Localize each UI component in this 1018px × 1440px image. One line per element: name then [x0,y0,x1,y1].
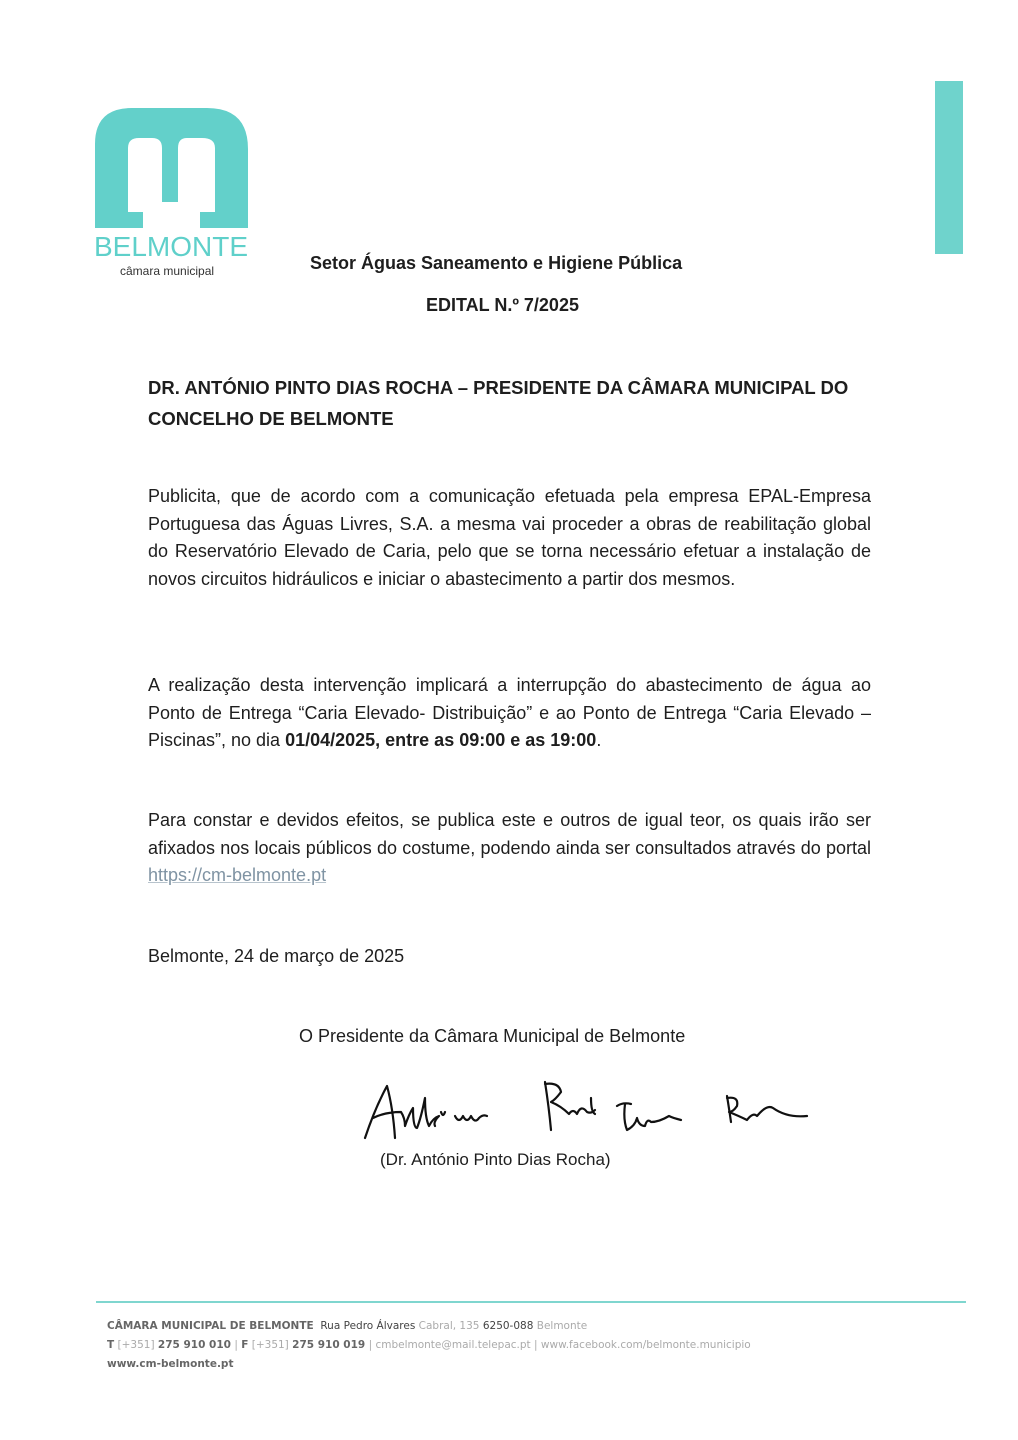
logo-m-icon [92,104,252,229]
edital-number: EDITAL N.º 7/2025 [426,295,579,315]
portal-link[interactable]: https://cm-belmonte.pt [148,865,327,885]
publication-text: Para constar e devidos efeitos, se publica este e outros de igual teor, os quais irão ser afixados nos locais públicos do costume, podendo ainda ser consultados através do portal [148,810,871,858]
tel-prefix: [+351] [117,1339,155,1351]
separator: | [534,1339,538,1351]
date-line: Belmonte, 24 de março de 2025 [148,946,405,966]
footer-city: Belmonte [536,1320,588,1332]
logo-wordmark: BELMONTE [94,231,249,262]
signatory-name: (Dr. António Pinto Dias Rocha) [380,1150,611,1169]
fax-prefix: [+351] [251,1339,289,1351]
closing-title: O Presidente da Câmara Municipal de Belmonte [299,1026,686,1046]
footer-email[interactable]: cmbelmonte@mail.telepac.pt [375,1339,531,1351]
footer-facebook[interactable]: www.facebook.com/belmonte.municipio [540,1339,751,1351]
fax-label: F [241,1339,249,1351]
tel-label: T [107,1339,115,1351]
footer-street: Rua Pedro Álvares [320,1320,416,1332]
paragraph-publication [148,807,871,890]
sector-title: Setor Águas Saneamento e Higiene Pública [310,253,683,273]
footer-contact-line [107,1336,751,1355]
interruption-end: . [596,730,602,750]
handwritten-signature [355,1068,825,1144]
paragraph-interruption [148,672,871,755]
decorative-side-bar [935,81,963,254]
logo-subtitle: câmara municipal [120,264,215,278]
footer-address-line [107,1317,751,1336]
document-heading: DR. ANTÓNIO PINTO DIAS ROCHA – PRESIDENTE DA CÂMARA MUNICIPAL DO CONCELHO DE BELMONTE [148,377,849,429]
paragraph-announcement: Publicita, que de acordo com a comunicação efetuada pela empresa EPAL-Empresa Portuguesa das Águas Livres, S.A. a mesma vai proceder a obras de reabilitação global do Reservatório Elevado de Caria, pelo que se torna necessário efetuar a instalação de novos circuitos hidráulicos e iniciar o abastecimento a partir dos mesmos. [148,486,871,589]
footer-website-line [107,1355,751,1374]
footer-org: CÂMARA MUNICIPAL DE BELMONTE [107,1320,314,1332]
tel-number: 275 910 010 [157,1339,231,1351]
separator: | [234,1339,238,1351]
separator: | [368,1339,373,1351]
belmonte-logo [92,104,254,280]
footer-street-2: Cabral, 135 [418,1320,480,1332]
footer [107,1317,751,1374]
footer-divider [96,1301,966,1303]
interruption-text: A realização desta intervenção implicará a interrupção do abastecimento de água ao Ponto de Entrega “Caria Elevado- Distribuição” e ao Ponto de Entrega “Caria Elevado – Piscinas”, no dia [148,675,871,750]
fax-number: 275 910 019 [292,1339,366,1351]
interruption-datetime: 01/04/2025, entre as 09:00 e as 19:00 [285,730,597,750]
footer-website[interactable]: www.cm-belmonte.pt [107,1358,234,1370]
footer-postal: 6250-088 [482,1320,534,1332]
